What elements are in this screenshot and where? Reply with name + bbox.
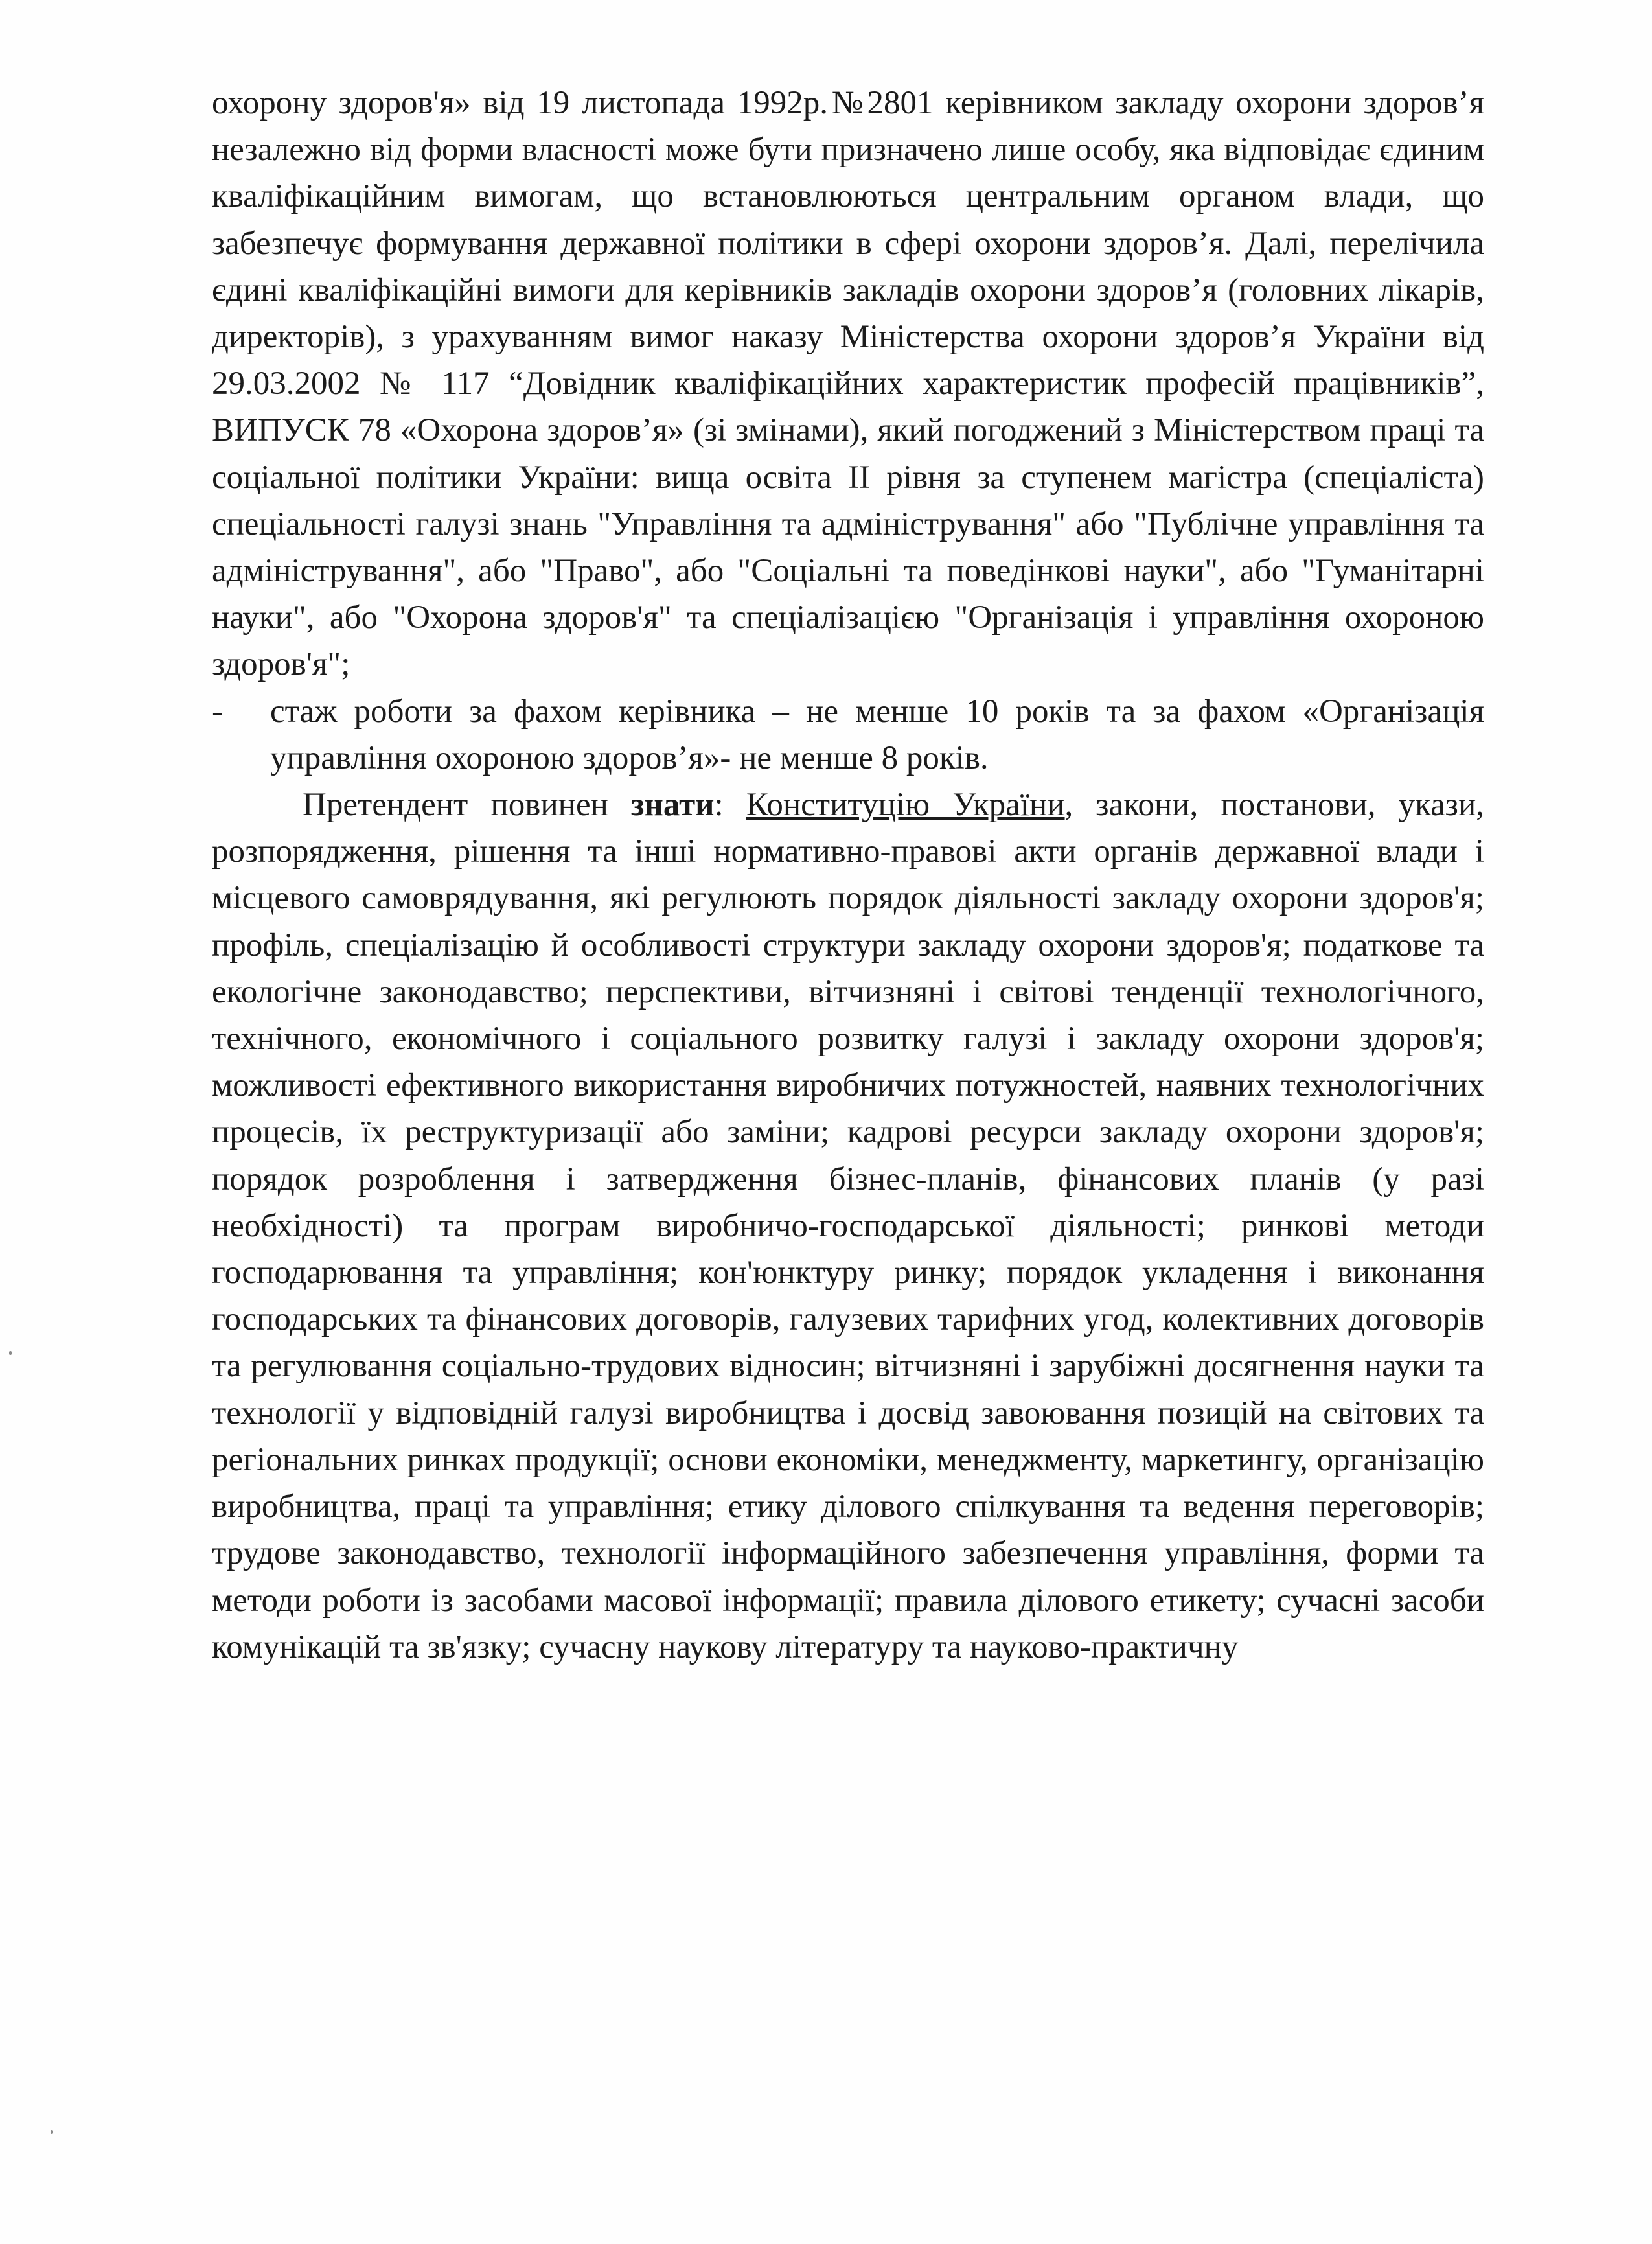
- underlined-constitution: Конституцію України: [746, 787, 1065, 824]
- dash-bullet: -: [212, 693, 223, 730]
- paragraph-qualification-requirements: охорону здоров'я» від 19 листопада 1992р.№2801 керівником закладу охорони здоров’я незалежно від форми власності може бути призначено лише особу, яка відповідає єдиним кваліфікаційним вимогам, що встановлюються центральним органом влади, що забезпечує формування державної політики в сфері охорони здоров’я. Далі, перелічила єдині кваліфікаційні вимоги для керівників закладів охорони здоров’я (головних лікарів, директорів), з урахуванням вимог наказу Міністерства охорони здоров’я України від 29.03.2002 № 117 “Довідник кваліфікаційних характеристик професій працівників”, ВИПУСК 78 «Охорона здоров’я» (зі змінами), який погоджений з Міністерством праці та соціальної політики України: вища освіта II рівня за ступенем магістра (спеціаліста) спеціальності галузі знань "Управління та адміністрування" або "Публічне управління та адміністрування", або "Право", або "Соціальні та поведінкові науки", або "Гуманітарні науки", або "Охорона здоров'я" та спеціалізацією "Організація і управління охороною здоров'я";: [212, 85, 1484, 683]
- paragraph-candidate-knowledge: [212, 781, 1484, 1671]
- list-item-work-experience: [212, 688, 1484, 781]
- scan-speck: [51, 2130, 53, 2134]
- document-body: [212, 80, 1484, 1671]
- bold-keyword: знати: [631, 787, 715, 824]
- list-item-text: стаж роботи за фахом керівника – не менше 10 років та за фахом «Організація управління охороною здоров’я»- не менше 8 років.: [270, 693, 1484, 776]
- scan-speck: [9, 1351, 12, 1355]
- paragraph-lead-text: Претендент повинен: [303, 787, 632, 824]
- paragraph-rest-text: , закони, постанови, укази, розпорядження, рішення та інші нормативно-правові акти органів державної влади і місцевого самоврядування, які регулюють порядок діяльності закладу охорони здоров'я; профіль, спеціалізацію й особливості структури закладу охорони здоров'я; податкове та екологічне законодавство; перспективи, вітчизняні і світові тенденції технологічного, технічного, економічного і соціального розвитку галузі і закладу охорони здоров'я; можливості ефективного використання виробничих потужностей, наявних технологічних процесів, їх реструктуризації або заміни; кадрові ресурси закладу охорони здоров'я; порядок розроблення і затвердження бізнес-планів, фінансових планів (у разі необхідності) та програм виробничо-господарської діяльності; ринкові методи господарювання та управління; кон'юнктуру ринку; порядок укладення і виконання господарських та фінансових договорів, галузевих тарифних угод, колективних договорів та регулювання соціально-трудових відносин; вітчизняні і зарубіжні досягнення науки та технології у відповідній галузі виробництва і досвід завоювання позицій на світових та регіональних ринках продукції; основи економіки, менеджменту, маркетингу, організацію виробництва, праці та управління; етику ділового спілкування та ведення переговорів; трудове законодавство, технології інформаційного забезпечення управління, форми та методи роботи із засобами масової інформації; правила ділового етикету; сучасні засоби комунікацій та зв'язку; сучасну наукову літературу та науково-практичну: [212, 787, 1484, 1665]
- colon-text: :: [714, 787, 746, 824]
